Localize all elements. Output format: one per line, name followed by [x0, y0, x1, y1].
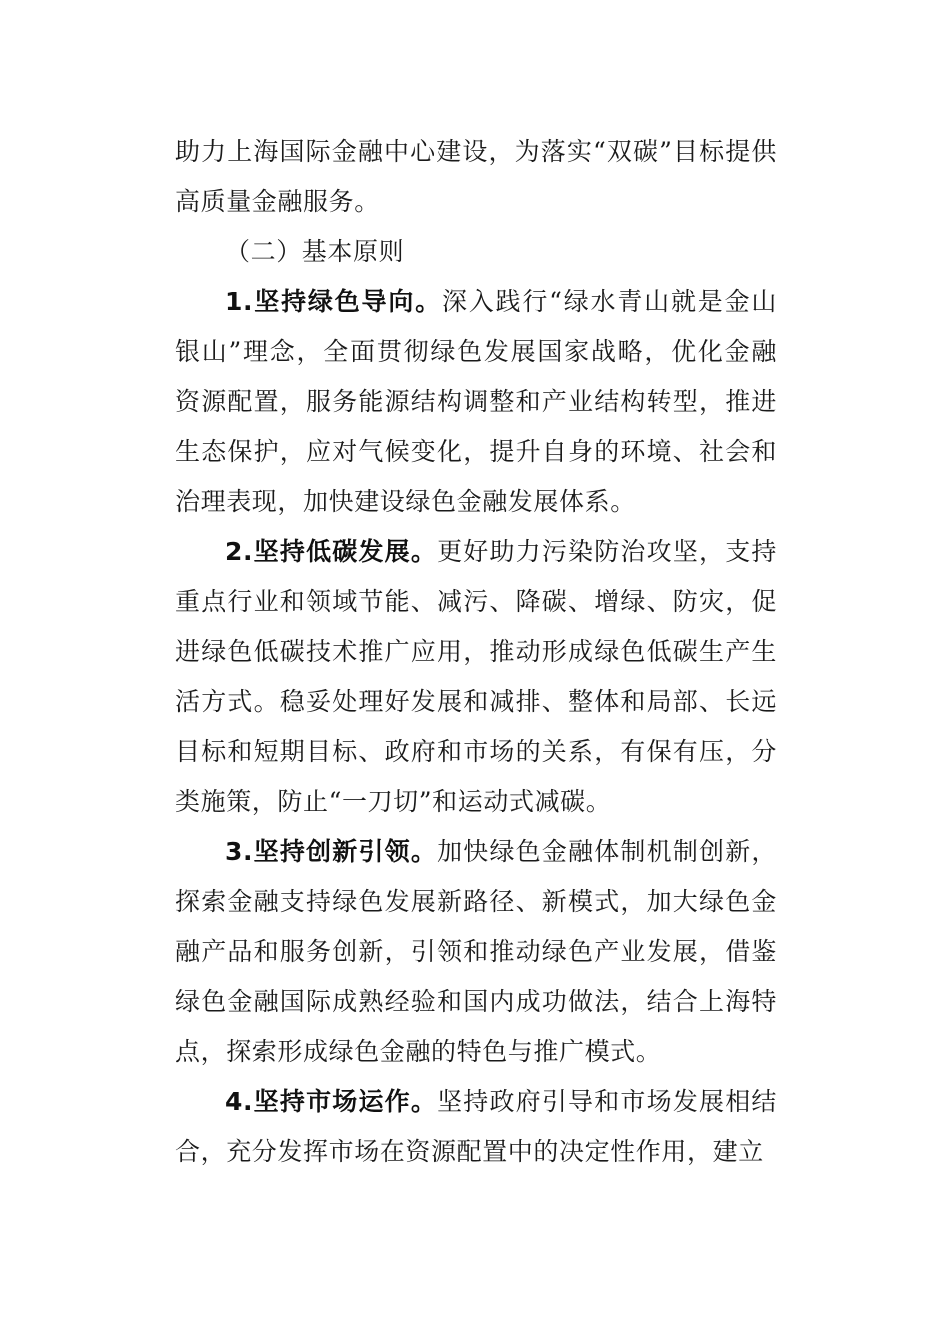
- principle-paragraph-4: [175, 1077, 777, 1177]
- section-heading: （二）基本原则: [225, 237, 405, 266]
- principle-lead-2: 2.坚持低碳发展。: [225, 537, 438, 566]
- principle-body-4: 坚持政府引导和市场发展相结合，充分发挥市场在资源配置中的决定性作用，建立: [175, 1087, 777, 1166]
- principle-body-3: 加快绿色金融体制机制创新，探索金融支持绿色发展新路径、新模式，加大绿色金融产品和服务创新，引领和推动绿色产业发展，借鉴绿色金融国际成熟经验和国内成功做法，结合上海特点，探索形成绿色金融的特色与推广模式。: [175, 837, 777, 1066]
- document-body: [175, 127, 777, 1177]
- principle-paragraph-3: [175, 827, 777, 1077]
- principle-body-1: 深入践行“绿水青山就是金山银山”理念，全面贯彻绿色发展国家战略，优化金融资源配置，服务能源结构调整和产业结构转型，推进生态保护，应对气候变化，提升自身的环境、社会和治理表现，加快建设绿色金融发展体系。: [175, 287, 777, 516]
- principle-paragraph-2: [175, 527, 777, 827]
- continuation-paragraph: 助力上海国际金融中心建设，为落实“双碳”目标提供高质量金融服务。: [175, 137, 777, 216]
- principle-body-2: 更好助力污染防治攻坚，支持重点行业和领域节能、减污、降碳、增绿、防灾，促进绿色低碳技术推广应用，推动形成绿色低碳生产生活方式。稳妥处理好发展和减排、整体和局部、长远目标和短期目标、政府和市场的关系，有保有压，分类施策，防止“一刀切”和运动式减碳。: [175, 537, 777, 816]
- principle-paragraph-1: [175, 277, 777, 527]
- principle-lead-1: 1.坚持绿色导向。: [225, 287, 442, 316]
- principle-lead-3: 3.坚持创新引领。: [225, 837, 438, 866]
- principle-lead-4: 4.坚持市场运作。: [225, 1087, 438, 1116]
